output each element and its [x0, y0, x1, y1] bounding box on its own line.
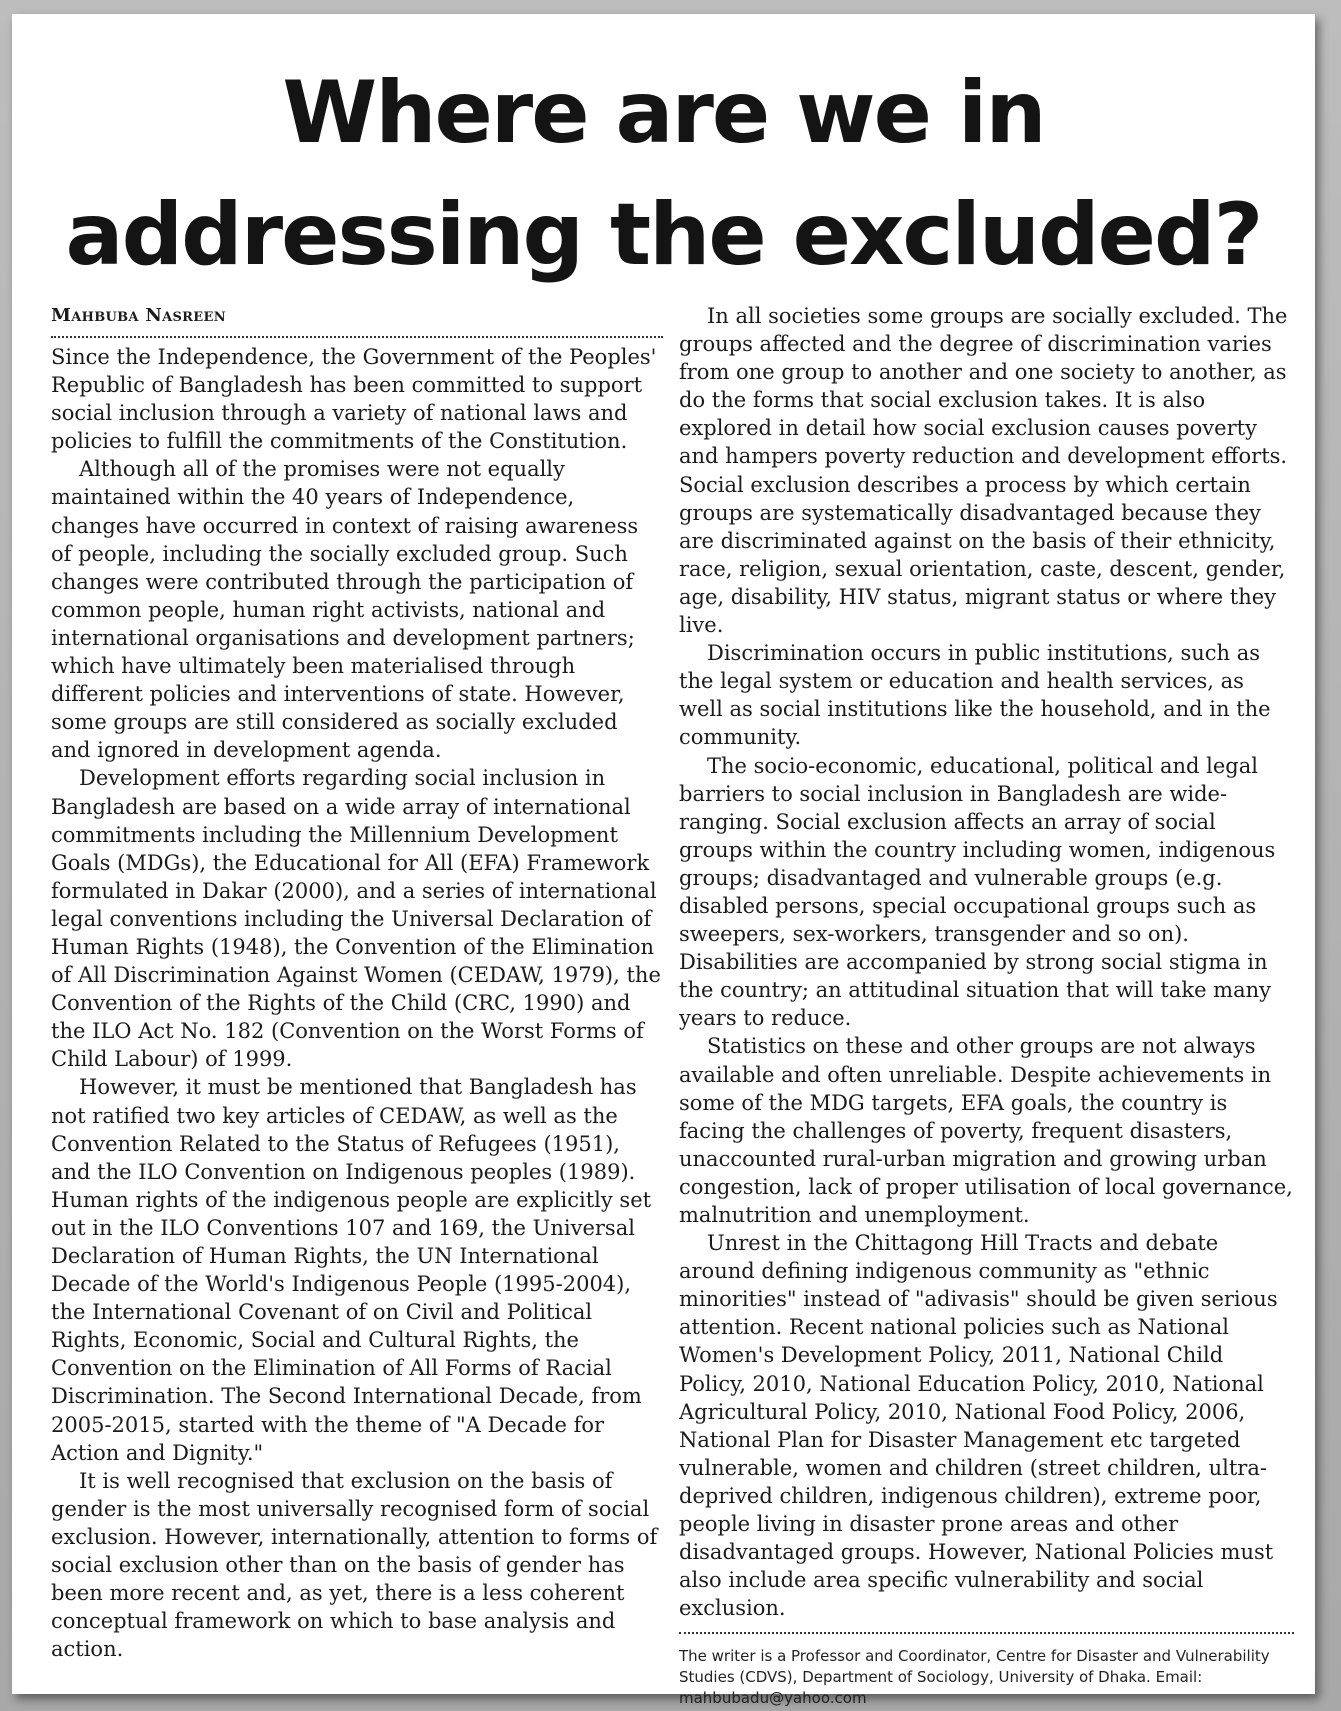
- paragraph: In all societies some groups are socially excluded. The groups affected and the degree of discrimination varies from one group to another and one society to another, as do the forms that social exclusion takes. It is also explored in detail how social exclusion causes poverty and hampers poverty reduction and development efforts. Social exclusion describes a process by which certain groups are systematically disadvantaged because they are discriminated against on the basis of their ethnicity, race, religion, sexual orientation, caste, descent, gender, age, disability, HIV status, migrant status or where they live.: [679, 304, 1288, 638]
- paragraph: Development efforts regarding social inclusion in Bangladesh are based on a wide array of international commitments including the Millennium Development Goals (MDGs), the Educational for All (EFA) Framework formulated in Dakar (2000), and a series of international legal conventions including the Universal Declaration of Human Rights (1948), the Convention of the Elimination of All Discrimination Against Women (CEDAW, 1979), the Convention of the Rights of the Child (CRC, 1990) and the ILO Act No. 182 (Convention on the Worst Forms of Child Labour) of 1999.: [51, 766, 661, 1072]
- byline-divider: [51, 336, 663, 338]
- footnote-divider: [679, 1632, 1294, 1634]
- newspaper-page: [12, 14, 1315, 1708]
- paragraph: Discrimination occurs in public institutions, such as the legal system or education and health services, as well as social institutions like the household, and in the community.: [679, 641, 1271, 750]
- right-column: [679, 302, 1294, 1709]
- byline: Mahbuba Nasreen: [51, 305, 226, 326]
- left-column: [51, 302, 663, 1663]
- paragraph: However, it must be mentioned that Bangladesh has not ratified two key articles of CEDAW, as well as the Convention Related to the Status of Refugees (1951), and the ILO Convention on Indigenous peoples (1989). Human rights of the indigenous people are explicitly set out in the ILO Conventions 107 and 169, the Universal Declaration of Human Rights, the UN International Decade of the World's Indigenous People (1995-2004), the International Covenant of on Civil and Political Rights, Economic, Social and Cultural Rights, the Convention on the Elimination of All Forms of Racial Discrimination. The Second International Decade, from 2005-2015, started with the theme of "A Decade for Action and Dignity.": [51, 1075, 652, 1465]
- headline-line-1: Where are we in: [282, 63, 1045, 163]
- paragraph: Although all of the promises were not equally maintained within the 40 years of Independence, changes have occurred in context of raising awareness of people, including the socially excluded group. Such changes were contributed through the participation of common people, human right activists, national and international organisations and development partners; which have ultimately been materialised through different policies and interventions of state. However, some groups are still considered as socially excluded and ignored in development agenda.: [51, 457, 639, 763]
- paragraph: It is well recognised that exclusion on the basis of gender is the most universally recognised form of social exclusion. However, internationally, attention to forms of social exclusion other than on the basis of gender has been more recent and, as yet, there is a less coherent conceptual framework on which to base analysis and action.: [51, 1468, 658, 1662]
- paragraph: The socio-economic, educational, political and legal barriers to social inclusion in Bangladesh are wide-ranging. Social exclusion affects an array of social groups within the country including women, indigenous groups; disadvantaged and vulnerable groups (e.g. disabled persons, special occupational groups such as sweepers, sex-workers, transgender and so on). Disabilities are accompanied by strong social stigma in the country; an attitudinal situation that will take many years to reduce.: [679, 753, 1276, 1031]
- paragraph: Statistics on these and other groups are not always available and often unreliable. Despite achievements in some of the MDG targets, EFA goals, the country is facing the challenges of poverty, frequent disasters, unaccounted rural-urban migration and growing urban congestion, lack of proper utilisation of local governance, malnutrition and unemployment.: [679, 1034, 1293, 1227]
- paragraph: Unrest in the Chittagong Hill Tracts and debate around defining indigenous community as "ethnic minorities" instead of "adivasis" should be given serious attention. Recent national policies such as National Women's Development Policy, 2011, National Child Policy, 2010, National Education Policy, 2010, National Agricultural Policy, 2010, National Food Policy, 2006, National Plan for Disaster Management etc targeted vulnerable, women and children (street children, ultra-deprived children, indigenous children), extreme poor, people living in disaster prone areas and other disadvantaged groups. However, National Policies must also include area specific vulnerability and social exclusion.: [679, 1231, 1278, 1621]
- headline-line-2: addressing the excluded?: [65, 185, 1262, 285]
- paragraph: Since the Independence, the Government of the Peoples' Republic of Bangladesh has been committed to support social inclusion through a variety of national laws and policies to fulfill the commitments of the Constitution.: [51, 345, 657, 454]
- article-headline: [12, 52, 1315, 296]
- author-footnote: The writer is a Professor and Coordinator, Centre for Disaster and Vulnerability Studies (CDVS), Department of Sociology, University of Dhaka. Email: mahbubadu@yahoo.com: [679, 1647, 1270, 1708]
